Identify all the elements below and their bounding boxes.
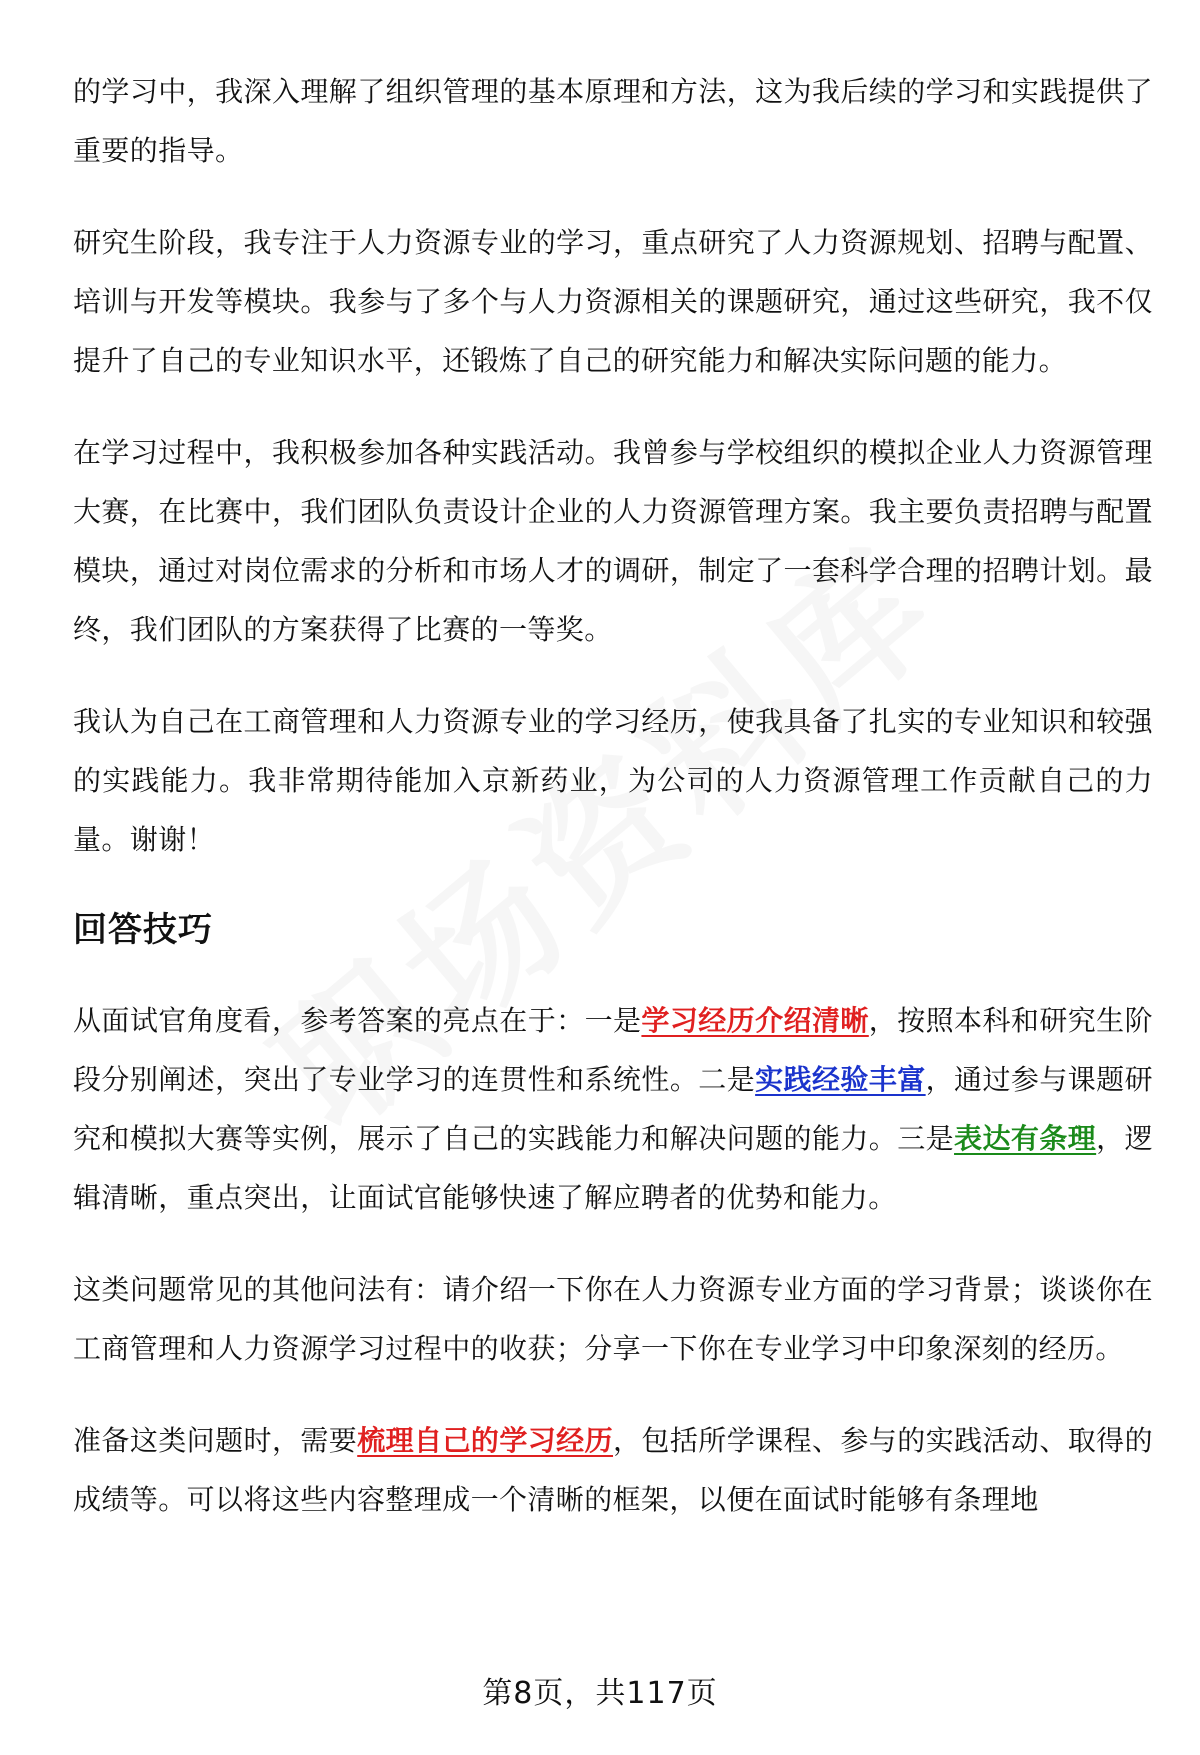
paragraph-practice-activities: 在学习过程中，我积极参加各种实践活动。我曾参与学校组织的模拟企业人力资源管理大赛，在比赛中，我们团队负责设计企业的人力资源管理方案。我主要负责招聘与配置模块，通过对岗位需求的分析和市场人才的调研，制定了一套科学合理的招聘计划。最终，我们团队的方案获得了比赛的一等奖。 — [73, 436, 1153, 646]
paragraph-alternative-questions: 这类问题常见的其他问法有：请介绍一下你在人力资源专业方面的学习背景；谈谈你在工商管理和人力资源学习过程中的收获；分享一下你在专业学习中印象深刻的经历。 — [73, 1273, 1153, 1365]
highlight-organized-expression: 表达有条理 — [954, 1122, 1097, 1155]
tips-text-segment: ，通过参与课题研究和模拟大赛等实例，展示了自己的实践能力和解决问题的能力。三是 — [73, 1063, 1153, 1155]
tips-text-segment: ，包括所学课程、参与的实践活动、取得的成绩等。可以将这些内容整理成一个清晰的框架，以便在面试时能够有条理地 — [73, 1424, 1153, 1516]
tips-text-segment: ，按照本科和研究生阶段分别阐述，突出了专业学习的连贯性和系统性。二是 — [73, 1004, 1153, 1096]
tips-text-segment: ，逻辑清晰，重点突出，让面试官能够快速了解应聘者的优势和能力。 — [73, 1122, 1153, 1214]
paragraph-study-intro-continued: 的学习中，我深入理解了组织管理的基本原理和方法，这为我后续的学习和实践提供了重要的指导。 — [73, 75, 1153, 167]
highlight-rich-practice-experience: 实践经验丰富 — [755, 1063, 926, 1096]
paragraph-graduate-stage: 研究生阶段，我专注于人力资源专业的学习，重点研究了人力资源规划、招聘与配置、培训与开发等模块。我参与了多个与人力资源相关的课题研究，通过这些研究，我不仅提升了自己的专业知识水平，还锻炼了自己的研究能力和解决实际问题的能力。 — [73, 226, 1153, 377]
document-body — [73, 62, 1153, 1529]
paragraph-closing-statement: 我认为自己在工商管理和人力资源专业的学习经历，使我具备了扎实的专业知识和较强的实践能力。我非常期待能加入京新药业，为公司的人力资源管理工作贡献自己的力量。谢谢！ — [73, 705, 1153, 856]
highlight-sort-study-experience: 梳理自己的学习经历 — [357, 1424, 614, 1457]
tips-text-segment: 从面试官角度看，参考答案的亮点在于：一是 — [73, 1004, 642, 1037]
paragraph-preparation-advice — [73, 1411, 1153, 1529]
page-number-footer: 第8页，共117页 — [482, 1676, 718, 1711]
highlight-clear-study-experience: 学习经历介绍清晰 — [641, 1004, 869, 1037]
paragraph-tips-highlights — [73, 991, 1153, 1227]
tips-text-segment: 准备这类问题时，需要 — [73, 1424, 358, 1457]
section-heading-answer-tips: 回答技巧 — [73, 910, 213, 950]
